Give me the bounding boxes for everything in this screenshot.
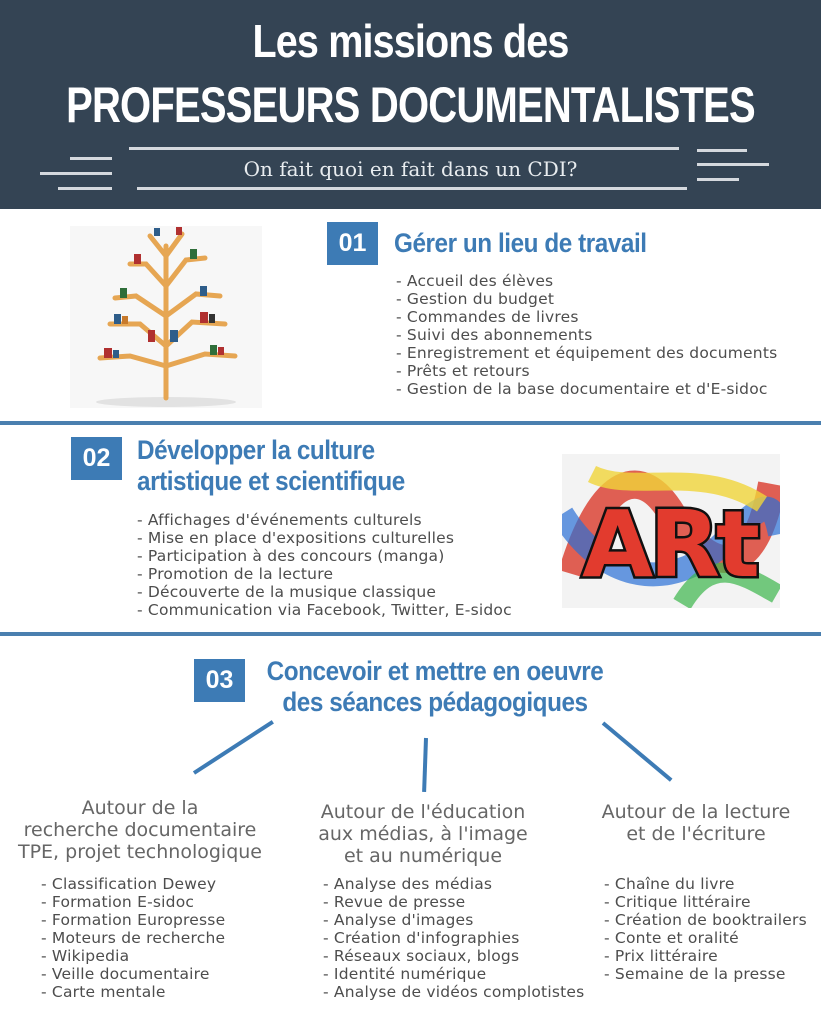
list-item: - Prêts et retours [396,362,530,380]
list-item: - Analyse d'images [323,911,474,929]
list-item: - Découverte de la musique classique [137,583,437,601]
decor-bar [129,147,679,150]
list-item: - Accueil des élèves [396,272,554,290]
section-divider [0,421,821,425]
list-item: - Analyse de vidéos complotistes [323,983,585,1001]
list-item: - Semaine de la presse [604,965,786,983]
section-title-03-line-1: Concevoir et mettre en oeuvre [266,656,604,686]
connector-line [193,720,274,775]
list-item: - Wikipedia [41,947,130,965]
decor-bar [58,187,112,190]
column-1-list [41,875,225,1001]
section-02-list [137,511,512,619]
list-item: - Critique littéraire [604,893,751,911]
section-number-03: 03 [194,659,245,702]
list-item: - Classification Dewey [41,875,217,893]
list-item: - Carte mentale [41,983,166,1001]
connector-line [602,721,673,781]
column-heading-2: Autour de l'éducation aux médias, à l'image et au numérique [318,801,528,867]
section-divider [0,632,821,636]
section-title-02-line-2: artistique et scientifique [137,466,405,496]
section-01-list [396,272,777,398]
art-image [562,454,780,608]
decor-bar [697,149,747,152]
list-item: - Veille documentaire [41,965,210,983]
column-3-list [604,875,807,983]
list-item: - Analyse des médias [323,875,493,893]
header-banner [0,0,821,209]
bookshelf-tree-image [70,226,262,408]
section-title-02-line-1: Développer la culture [137,435,375,465]
section-number-01: 01 [327,222,378,265]
list-item: - Participation à des concours (manga) [137,547,445,565]
section-title-03-line-2: des séances pédagogiques [282,687,588,717]
column-2-list [323,875,584,1001]
list-item: - Gestion du budget [396,290,555,308]
list-item: - Prix littéraire [604,947,718,965]
list-item: - Gestion de la base documentaire et d'E-sidoc [396,380,768,398]
art-word: ARt [582,491,757,598]
column-heading-1: Autour de la recherche documentaire TPE, projet technologique [17,797,262,863]
list-item: - Création d'infographies [323,929,520,947]
title-line-1: Les missions des [252,15,569,67]
list-item: - Réseaux sociaux, blogs [323,947,520,965]
subtitle: On fait quoi en fait dans un CDI? [243,157,578,181]
decor-bar [137,187,687,190]
list-item: - Mise en place d'expositions culturelles [137,529,455,547]
list-item: - Communication via Facebook, Twitter, E-sidoc [137,601,512,619]
section-title-01: Gérer un lieu de travail [394,228,647,258]
list-item: - Promotion de la lecture [137,565,334,583]
list-item: - Formation Europresse [41,911,226,929]
list-item: - Enregistrement et équipement des documents [396,344,778,362]
list-item: - Chaîne du livre [604,875,735,893]
list-item: - Identité numérique [323,965,487,983]
list-item: - Affichages d'événements culturels [137,511,422,529]
list-item: - Suivi des abonnements [396,326,593,344]
list-item: - Formation E-sidoc [41,893,195,911]
section-number-02: 02 [71,437,122,480]
list-item: - Conte et oralité [604,929,739,947]
list-item: - Création de booktrailers [604,911,807,929]
list-item: - Commandes de livres [396,308,579,326]
list-item: - Revue de presse [323,893,466,911]
connector-line [422,738,428,792]
list-item: - Moteurs de recherche [41,929,226,947]
title-line-2: PROFESSEURS DOCUMENTALISTES [66,77,755,133]
column-heading-3: Autour de la lecture et de l'écriture [601,801,791,845]
